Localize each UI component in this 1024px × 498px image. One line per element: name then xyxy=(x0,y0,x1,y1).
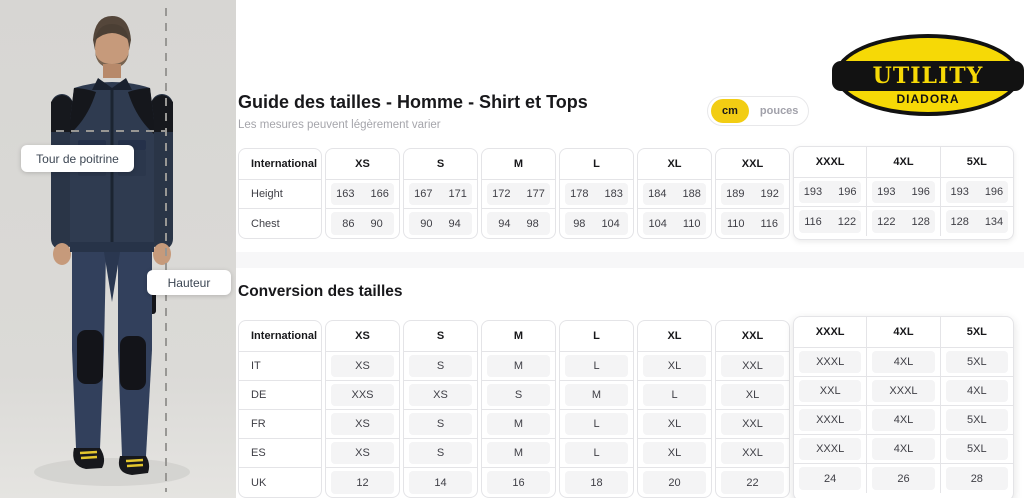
size-value xyxy=(409,355,472,377)
size-column-card xyxy=(403,320,478,498)
size-value-text: L xyxy=(593,360,600,372)
size-cell xyxy=(404,439,477,468)
size-value xyxy=(799,467,861,490)
size-column xyxy=(404,321,477,497)
size-value-text: 5XL xyxy=(967,443,987,455)
size-value-text: 90 xyxy=(370,217,383,230)
size-value-text: 188 xyxy=(682,188,701,200)
model-illustration xyxy=(0,0,236,498)
size-cell xyxy=(716,410,789,439)
logo-diadora-text: DIADORA xyxy=(896,92,960,106)
size-column-header: 4XL xyxy=(867,147,939,178)
size-column-header: 4XL xyxy=(867,317,939,348)
size-value xyxy=(409,442,472,464)
size-value-text: 4XL xyxy=(893,414,914,426)
size-column-header: XXL xyxy=(716,321,789,352)
size-value xyxy=(487,212,550,235)
size-cell xyxy=(941,178,1013,207)
size-value xyxy=(331,442,394,464)
size-value xyxy=(643,442,706,464)
label-column-header: International xyxy=(239,321,321,352)
size-value-text: 189 xyxy=(726,188,745,200)
size-value-text: 104 xyxy=(648,217,667,230)
size-value xyxy=(565,442,628,464)
size-value xyxy=(565,471,628,494)
size-value-text: 192 xyxy=(760,188,779,200)
size-value xyxy=(331,355,394,377)
size-value xyxy=(331,413,394,435)
size-cell xyxy=(867,406,939,435)
size-value-text: XL xyxy=(667,418,682,430)
size-value-text: XS xyxy=(433,389,448,401)
size-value xyxy=(721,471,784,494)
size-column xyxy=(794,317,866,493)
size-cell xyxy=(638,439,711,468)
size-value-text: 128 xyxy=(911,215,930,228)
size-value-text: XXXL xyxy=(889,385,918,397)
size-cell xyxy=(638,410,711,439)
size-value-text: 98 xyxy=(573,217,586,230)
size-value-text: 4XL xyxy=(893,356,914,368)
size-cell xyxy=(560,209,633,238)
size-value xyxy=(643,212,706,235)
size-value xyxy=(799,380,861,402)
size-value-text: 94 xyxy=(498,217,511,230)
size-value-text: 196 xyxy=(984,186,1004,198)
size-value xyxy=(872,380,934,402)
size-cell xyxy=(326,410,399,439)
size-value-text: 28 xyxy=(970,472,983,485)
size-value-text: XXL xyxy=(742,360,763,372)
row-label: DE xyxy=(239,381,321,410)
size-cell xyxy=(794,207,866,236)
size-value-text: 104 xyxy=(601,217,620,230)
size-cell xyxy=(941,207,1013,236)
size-column-card xyxy=(715,148,790,239)
size-cell xyxy=(638,352,711,381)
size-value xyxy=(487,355,550,377)
size-cell xyxy=(716,180,789,209)
size-value-text: XXXL xyxy=(816,356,845,368)
conversion-title: Conversion des tailles xyxy=(238,283,403,300)
size-cell xyxy=(404,352,477,381)
conversion-table xyxy=(238,320,1014,498)
size-value xyxy=(946,210,1008,233)
row-label: IT xyxy=(239,352,321,381)
size-cell xyxy=(482,468,555,497)
size-cell xyxy=(560,180,633,209)
size-column-header: XS xyxy=(326,321,399,352)
size-value-text: 16 xyxy=(512,476,525,489)
size-column-header: M xyxy=(482,321,555,352)
size-cell xyxy=(794,348,866,377)
size-value-text: XXXL xyxy=(816,443,845,455)
size-value xyxy=(872,438,934,460)
size-cell xyxy=(794,406,866,435)
size-cell xyxy=(867,207,939,236)
size-value xyxy=(409,183,472,205)
size-column xyxy=(716,321,789,497)
page-title: Guide des tailles - Homme - Shirt et Tops xyxy=(238,92,588,112)
size-value xyxy=(565,355,628,377)
size-value-text: L xyxy=(593,447,600,459)
size-value-text: 193 xyxy=(877,186,896,198)
size-cell xyxy=(941,435,1013,464)
size-value-text: 14 xyxy=(434,476,447,489)
size-column xyxy=(482,321,555,497)
size-column-card xyxy=(559,148,634,239)
size-value-text: XL xyxy=(745,389,760,401)
row-label: Chest xyxy=(251,217,280,230)
size-value xyxy=(643,413,706,435)
size-value-text: 177 xyxy=(526,188,545,200)
size-cell xyxy=(867,348,939,377)
size-cell xyxy=(326,209,399,238)
size-value xyxy=(565,212,628,235)
size-value-text: L xyxy=(671,389,678,401)
size-column xyxy=(794,147,866,236)
logo-utility-text: UTILITY xyxy=(832,61,1024,91)
size-value xyxy=(799,181,861,203)
size-value-text: 167 xyxy=(414,188,433,200)
size-value xyxy=(946,409,1008,431)
size-value xyxy=(946,351,1008,373)
size-value-text: 86 xyxy=(342,217,355,230)
size-column-header: XXXL xyxy=(794,317,866,348)
row-label: ES xyxy=(239,439,321,468)
unit-toggle[interactable] xyxy=(707,96,809,126)
size-cell xyxy=(482,209,555,238)
size-value xyxy=(872,181,934,203)
size-value-text: M xyxy=(513,360,524,372)
size-column-header: 5XL xyxy=(941,317,1013,348)
size-value xyxy=(409,212,472,235)
utility-diadora-logo xyxy=(835,34,1021,116)
size-column xyxy=(560,321,633,497)
size-value xyxy=(643,355,706,377)
size-value-text: 110 xyxy=(682,217,701,230)
unit-option-cm[interactable]: cm xyxy=(711,99,749,123)
size-column-header: L xyxy=(560,149,633,180)
size-value xyxy=(872,351,934,373)
model-photo xyxy=(0,0,236,498)
size-value xyxy=(331,212,394,235)
size-value xyxy=(872,467,934,490)
size-value-text: S xyxy=(436,447,445,459)
size-value xyxy=(487,413,550,435)
size-value-text: 183 xyxy=(604,188,623,200)
size-cell xyxy=(404,381,477,410)
size-value-text: 196 xyxy=(911,186,930,198)
size-cell xyxy=(867,464,939,493)
size-value xyxy=(331,471,394,494)
size-value xyxy=(799,438,861,460)
size-value-text: 172 xyxy=(492,188,511,200)
size-value-text: XXL xyxy=(819,385,841,397)
size-column-header: L xyxy=(560,321,633,352)
size-value xyxy=(487,183,550,205)
size-cell xyxy=(794,464,866,493)
size-value-text: XS xyxy=(355,360,370,372)
size-cell xyxy=(716,209,789,238)
size-value-text: M xyxy=(513,418,524,430)
size-column-card xyxy=(637,320,712,498)
size-column xyxy=(560,149,633,238)
size-cell xyxy=(941,348,1013,377)
size-value-text: 166 xyxy=(370,188,389,200)
size-guide-table xyxy=(238,148,1014,242)
row-label: Height xyxy=(239,180,321,209)
size-value-text: 134 xyxy=(984,215,1004,228)
row-label: FR xyxy=(239,410,321,439)
size-value xyxy=(946,467,1008,490)
size-column xyxy=(866,147,939,236)
size-cell xyxy=(941,464,1013,493)
size-cell xyxy=(326,439,399,468)
size-value-text: 5XL xyxy=(967,356,987,368)
size-value xyxy=(799,351,861,373)
size-value xyxy=(721,384,784,406)
size-column-card xyxy=(325,320,400,498)
size-value xyxy=(331,384,394,406)
size-column-card xyxy=(403,148,478,239)
size-column xyxy=(482,149,555,238)
size-cell xyxy=(404,468,477,497)
size-cell xyxy=(794,435,866,464)
size-value-text: XS xyxy=(355,447,370,459)
size-value-text: 128 xyxy=(950,215,969,228)
size-value-text: 24 xyxy=(824,472,837,485)
size-cell xyxy=(794,178,866,207)
size-column-header: M xyxy=(482,149,555,180)
size-value xyxy=(565,384,628,406)
size-value xyxy=(409,471,472,494)
size-cell xyxy=(482,439,555,468)
size-value-text: XL xyxy=(667,447,682,459)
size-cell xyxy=(404,410,477,439)
size-column-card xyxy=(481,320,556,498)
size-cell xyxy=(716,439,789,468)
size-value-text: 12 xyxy=(356,476,369,489)
size-value-text: 18 xyxy=(590,476,603,489)
size-cell xyxy=(638,209,711,238)
size-cell xyxy=(716,381,789,410)
size-cell xyxy=(560,439,633,468)
size-column xyxy=(326,321,399,497)
size-cell xyxy=(867,435,939,464)
size-value-text: L xyxy=(593,418,600,430)
size-value-text: 22 xyxy=(746,476,759,489)
size-value xyxy=(409,413,472,435)
size-value-text: XS xyxy=(355,418,370,430)
size-value xyxy=(946,380,1008,402)
size-cell xyxy=(404,209,477,238)
size-value-text: 193 xyxy=(803,186,823,198)
size-value-text: 110 xyxy=(726,217,745,230)
size-column-card xyxy=(715,320,790,498)
size-value xyxy=(331,183,394,205)
size-column-card xyxy=(559,320,634,498)
size-value xyxy=(643,471,706,494)
size-value-text: 178 xyxy=(570,188,589,200)
chest-measure-label: Tour de poitrine xyxy=(21,145,134,172)
size-column xyxy=(404,149,477,238)
size-cell xyxy=(326,180,399,209)
size-value-text: S xyxy=(436,418,445,430)
size-value xyxy=(565,183,628,205)
size-column xyxy=(940,317,1013,493)
size-value-text: 5XL xyxy=(967,414,987,426)
size-cell xyxy=(560,468,633,497)
size-cell xyxy=(482,352,555,381)
size-guide-panel xyxy=(238,0,1014,498)
size-cell xyxy=(867,377,939,406)
label-column xyxy=(238,148,322,239)
size-column xyxy=(326,149,399,238)
size-value xyxy=(565,413,628,435)
size-cell xyxy=(482,410,555,439)
size-cell xyxy=(482,381,555,410)
size-value-text: M xyxy=(591,389,602,401)
size-column-card xyxy=(481,148,556,239)
size-value-text: XXL xyxy=(742,447,763,459)
size-cell xyxy=(638,468,711,497)
size-value-text: XXXL xyxy=(816,414,845,426)
size-value-text: 193 xyxy=(950,186,969,198)
size-cell xyxy=(326,352,399,381)
size-value xyxy=(872,409,934,431)
size-value xyxy=(487,471,550,494)
page-subtitle: Les mesures peuvent légèrement varier xyxy=(238,119,441,131)
size-value xyxy=(799,409,861,431)
size-value-text: 26 xyxy=(897,472,910,485)
size-cell xyxy=(560,352,633,381)
label-column-header: International xyxy=(239,149,321,180)
size-value xyxy=(487,384,550,406)
size-column-header: S xyxy=(404,321,477,352)
size-value-text: XXL xyxy=(742,418,763,430)
size-column-group xyxy=(793,316,1014,498)
size-value xyxy=(872,210,934,233)
size-value-text: 90 xyxy=(420,217,433,230)
size-value-text: 20 xyxy=(668,476,681,489)
height-measure-label: Hauteur xyxy=(147,270,231,295)
size-cell xyxy=(941,406,1013,435)
size-cell xyxy=(560,381,633,410)
size-cell xyxy=(794,377,866,406)
size-column-card xyxy=(637,148,712,239)
size-column xyxy=(716,149,789,238)
size-cell xyxy=(326,381,399,410)
size-value xyxy=(799,210,861,233)
size-column-header: 5XL xyxy=(941,147,1013,178)
size-value-text: S xyxy=(514,389,523,401)
size-column-header: XS xyxy=(326,149,399,180)
size-cell xyxy=(716,352,789,381)
size-cell xyxy=(716,468,789,497)
size-cell xyxy=(867,178,939,207)
size-value-text: XL xyxy=(667,360,682,372)
size-column-card xyxy=(325,148,400,239)
size-value xyxy=(721,183,784,205)
size-value xyxy=(409,384,472,406)
size-column-header: S xyxy=(404,149,477,180)
size-value-text: 196 xyxy=(838,186,857,198)
size-value xyxy=(721,355,784,377)
size-value xyxy=(946,181,1008,203)
size-cell xyxy=(482,180,555,209)
section-divider xyxy=(236,252,1024,268)
size-cell xyxy=(941,377,1013,406)
size-value-text: 163 xyxy=(336,188,355,200)
size-column-header: XXXL xyxy=(794,147,866,178)
size-column-group xyxy=(793,146,1014,240)
size-cell xyxy=(638,180,711,209)
size-value-text: M xyxy=(513,447,524,459)
size-value-text: 184 xyxy=(648,188,667,200)
size-column-header: XXL xyxy=(716,149,789,180)
size-column-header: XL xyxy=(638,149,711,180)
size-column xyxy=(866,317,939,493)
size-value-text: 116 xyxy=(804,215,822,228)
size-cell xyxy=(404,180,477,209)
size-column-header: XL xyxy=(638,321,711,352)
size-value-text: 98 xyxy=(526,217,539,230)
size-value xyxy=(721,413,784,435)
size-value-text: 4XL xyxy=(893,443,914,455)
size-value-text: 122 xyxy=(877,215,896,228)
size-value xyxy=(721,212,784,235)
size-value xyxy=(643,183,706,205)
size-cell xyxy=(638,381,711,410)
size-column xyxy=(638,149,711,238)
size-column xyxy=(638,321,711,497)
size-value xyxy=(643,384,706,406)
size-value-text: 171 xyxy=(448,188,467,200)
size-column xyxy=(940,147,1013,236)
size-value xyxy=(946,438,1008,460)
size-value-text: XXS xyxy=(351,389,374,401)
size-value-text: 94 xyxy=(448,217,461,230)
size-value xyxy=(721,442,784,464)
size-value-text: 122 xyxy=(837,215,857,228)
label-column xyxy=(238,320,322,498)
size-value-text: S xyxy=(436,360,445,372)
size-value-text: 116 xyxy=(760,217,779,230)
unit-option-pouces[interactable]: pouces xyxy=(759,105,799,117)
size-cell xyxy=(326,468,399,497)
size-cell xyxy=(560,410,633,439)
row-label: UK xyxy=(251,476,267,489)
size-value-text: 4XL xyxy=(967,385,987,397)
size-value xyxy=(487,442,550,464)
